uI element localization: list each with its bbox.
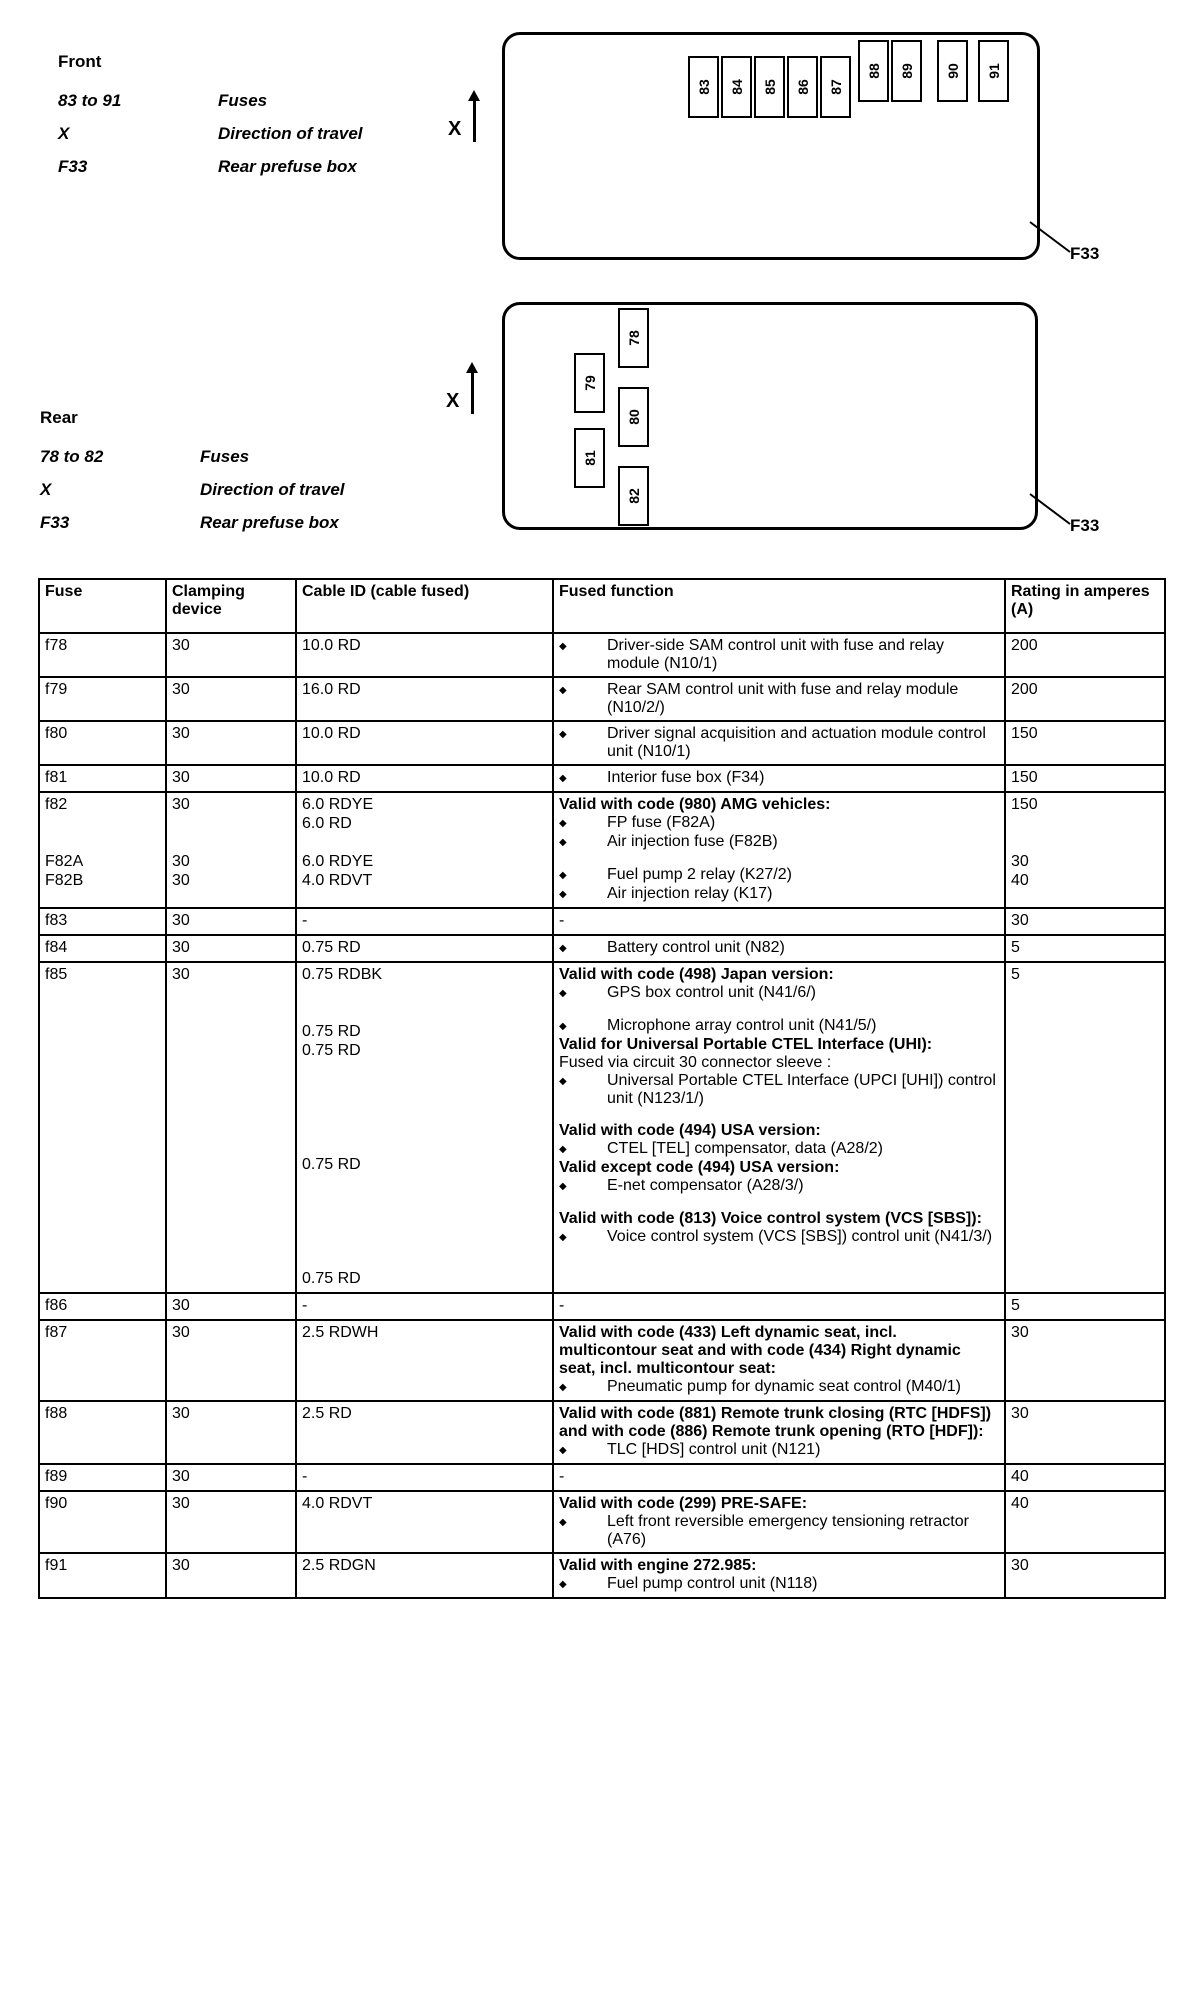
spacer bbox=[559, 852, 999, 866]
cell-cable bbox=[296, 633, 553, 677]
table-row bbox=[39, 1491, 1165, 1553]
fuse-label: 88 bbox=[865, 63, 882, 79]
bullet-text: Battery control unit (N82) bbox=[607, 939, 785, 956]
cell-line: f81 bbox=[45, 769, 68, 786]
cell-rating bbox=[1005, 633, 1165, 677]
legend-key: 83 to 91 bbox=[58, 90, 122, 110]
cell-line: - bbox=[302, 1297, 308, 1314]
cell-line: f84 bbox=[45, 939, 68, 956]
cell-line bbox=[172, 834, 290, 853]
front-legend-heading: Front bbox=[58, 52, 102, 71]
cell-line: 40 bbox=[1011, 872, 1029, 889]
bullet-item bbox=[559, 1177, 999, 1196]
cell-line: 30 bbox=[172, 1405, 190, 1422]
cell-function bbox=[553, 1320, 1005, 1401]
validity-heading: Valid with code (433) Left dynamic seat, incl. multicontour seat and with code (434) Right dynamic seat, incl. multicontour seat: bbox=[559, 1324, 961, 1377]
bullet-item bbox=[559, 1513, 999, 1549]
table-row bbox=[39, 677, 1165, 721]
legend-key: X bbox=[58, 123, 70, 143]
cell-line: f87 bbox=[45, 1324, 68, 1341]
cell-rating bbox=[1005, 1464, 1165, 1491]
table-row bbox=[39, 1293, 1165, 1320]
fuse-label: 84 bbox=[728, 79, 745, 95]
table-row bbox=[39, 1464, 1165, 1491]
cell-rating bbox=[1005, 721, 1165, 765]
legend-value: Fuses bbox=[218, 90, 268, 110]
cell-fuse bbox=[39, 1401, 166, 1464]
fuse-label: 85 bbox=[761, 79, 778, 95]
bullet-item bbox=[559, 1140, 999, 1159]
cell-fuse bbox=[39, 1293, 166, 1320]
cell-line: f86 bbox=[45, 1297, 68, 1314]
table-row bbox=[39, 935, 1165, 962]
cell-fuse bbox=[39, 765, 166, 792]
table-row bbox=[39, 792, 1165, 908]
cell-line: 30 bbox=[172, 939, 190, 956]
table-row bbox=[39, 721, 1165, 765]
cell-clamping bbox=[166, 721, 296, 765]
fuse-label: 80 bbox=[625, 409, 642, 425]
legend-key: F33 bbox=[58, 156, 88, 176]
bullet-icon: ◆ bbox=[559, 1021, 567, 1032]
col-header-function: Fused function bbox=[553, 579, 1005, 633]
cell-function bbox=[553, 721, 1005, 765]
cell-clamping bbox=[166, 1464, 296, 1491]
box-leader-lines bbox=[0, 0, 1200, 600]
cell-function bbox=[553, 633, 1005, 677]
bullet-item bbox=[559, 1072, 999, 1108]
cell-fuse bbox=[39, 962, 166, 1293]
cell-line: 0.75 RDBK bbox=[302, 966, 383, 983]
validity-heading: Valid with code (299) PRE-SAFE: bbox=[559, 1495, 808, 1512]
table-body bbox=[39, 633, 1165, 1598]
function-text: Fused via circuit 30 connector sleeve : bbox=[559, 1054, 832, 1071]
cell-rating bbox=[1005, 1401, 1165, 1464]
cell-function bbox=[553, 1293, 1005, 1320]
function-text: - bbox=[559, 1468, 565, 1485]
cell-line: - bbox=[302, 1468, 308, 1485]
cell-clamping bbox=[166, 1293, 296, 1320]
bullet-icon: ◆ bbox=[559, 1181, 567, 1192]
cell-line: f89 bbox=[45, 1468, 68, 1485]
bullet-item bbox=[559, 814, 999, 833]
cell-line: 30 bbox=[1011, 912, 1029, 929]
bullet-icon: ◆ bbox=[559, 1382, 567, 1393]
cell-line: 0.75 RD bbox=[302, 939, 361, 956]
cell-clamping bbox=[166, 1320, 296, 1401]
cell-cable bbox=[296, 677, 553, 721]
cell-function bbox=[553, 765, 1005, 792]
cell-function bbox=[553, 935, 1005, 962]
cell-fuse bbox=[39, 721, 166, 765]
legend-key: 78 to 82 bbox=[40, 446, 104, 466]
legend-value: Direction of travel bbox=[218, 123, 363, 143]
bullet-item bbox=[559, 1017, 999, 1036]
cell-line: 2.5 RDGN bbox=[302, 1557, 376, 1574]
cell-rating bbox=[1005, 792, 1165, 908]
cell-line bbox=[45, 834, 160, 853]
cell-line: 30 bbox=[1011, 1405, 1029, 1422]
cell-fuse bbox=[39, 1491, 166, 1553]
validity-heading: Valid with code (980) AMG vehicles: bbox=[559, 796, 831, 813]
validity-heading: Valid with code (813) Voice control system (VCS [SBS]): bbox=[559, 1210, 982, 1227]
cell-line bbox=[172, 815, 290, 834]
cell-rating bbox=[1005, 1553, 1165, 1598]
cell-cable bbox=[296, 1401, 553, 1464]
cell-line: 2.5 RDWH bbox=[302, 1324, 379, 1341]
validity-heading: Valid with code (494) USA version: bbox=[559, 1122, 821, 1139]
cell-clamping bbox=[166, 1553, 296, 1598]
cell-function bbox=[553, 1401, 1005, 1464]
bullet-text: Voice control system (VCS [SBS]) control unit (N41/3/) bbox=[607, 1228, 993, 1245]
cell-line: 16.0 RD bbox=[302, 681, 361, 698]
bullet-icon: ◆ bbox=[559, 1445, 567, 1456]
fuse-label: 86 bbox=[794, 79, 811, 95]
cell-cable bbox=[296, 935, 553, 962]
legend-key: X bbox=[40, 479, 52, 499]
cell-line bbox=[1011, 815, 1159, 834]
bullet-item bbox=[559, 769, 999, 788]
cell-line bbox=[45, 815, 160, 834]
cell-line: f80 bbox=[45, 725, 68, 742]
bullet-item bbox=[559, 1378, 999, 1397]
bullet-text: TLC [HDS] control unit (N121) bbox=[607, 1441, 821, 1458]
cell-line: 10.0 RD bbox=[302, 769, 361, 786]
cell-line: f90 bbox=[45, 1495, 68, 1512]
cell-rating bbox=[1005, 1491, 1165, 1553]
cell-line: F82A bbox=[45, 853, 84, 870]
cell-line bbox=[302, 1194, 547, 1213]
cell-line: 6.0 RD bbox=[302, 815, 352, 832]
cell-cable bbox=[296, 1491, 553, 1553]
cell-line: f83 bbox=[45, 912, 68, 929]
cell-line bbox=[302, 834, 547, 853]
cell-line bbox=[302, 985, 547, 1004]
bullet-icon: ◆ bbox=[559, 988, 567, 999]
validity-heading: Valid with code (498) Japan version: bbox=[559, 966, 834, 983]
cell-rating bbox=[1005, 935, 1165, 962]
cell-cable bbox=[296, 792, 553, 908]
fuse-label: 89 bbox=[898, 63, 915, 79]
cell-line: 6.0 RDYE bbox=[302, 853, 374, 870]
bullet-icon: ◆ bbox=[559, 685, 567, 696]
cell-line: 30 bbox=[172, 1324, 190, 1341]
bullet-icon: ◆ bbox=[559, 943, 567, 954]
fuse-label: 91 bbox=[985, 63, 1002, 79]
front-leader-line bbox=[1030, 222, 1070, 252]
col-header-rating: Rating in amperes (A) bbox=[1005, 579, 1165, 633]
cell-clamping bbox=[166, 792, 296, 908]
table-row bbox=[39, 633, 1165, 677]
bullet-text: Air injection fuse (F82B) bbox=[607, 833, 778, 850]
validity-heading: Valid except code (494) USA version: bbox=[559, 1159, 840, 1176]
cell-fuse bbox=[39, 1553, 166, 1598]
cell-line: 30 bbox=[172, 872, 190, 889]
bullet-item bbox=[559, 725, 999, 761]
fuse-label: 81 bbox=[581, 450, 598, 466]
cell-line: 30 bbox=[172, 966, 190, 983]
direction-x-label-front: X bbox=[448, 118, 462, 140]
fuse-table bbox=[38, 578, 1166, 1599]
cell-line: 5 bbox=[1011, 939, 1020, 956]
cell-fuse bbox=[39, 633, 166, 677]
cell-line: 5 bbox=[1011, 966, 1020, 983]
cell-clamping bbox=[166, 1491, 296, 1553]
cell-line: f79 bbox=[45, 681, 68, 698]
bullet-icon: ◆ bbox=[559, 1076, 567, 1087]
cell-line bbox=[302, 1213, 547, 1232]
table-row bbox=[39, 1401, 1165, 1464]
cell-fuse bbox=[39, 908, 166, 935]
cell-line: 30 bbox=[172, 1495, 190, 1512]
cell-clamping bbox=[166, 765, 296, 792]
validity-heading: Valid with code (881) Remote trunk closing (RTC [HDFS]) and with code (886) Remote trunk opening (RTO [HDF]): bbox=[559, 1405, 992, 1440]
bullet-icon: ◆ bbox=[559, 1144, 567, 1155]
bullet-text: Air injection relay (K17) bbox=[607, 885, 773, 902]
cell-line: f88 bbox=[45, 1405, 68, 1422]
table-row bbox=[39, 1553, 1165, 1598]
cell-line: 30 bbox=[172, 912, 190, 929]
cell-rating bbox=[1005, 908, 1165, 935]
cell-line: 4.0 RDVT bbox=[302, 1495, 373, 1512]
cell-line: - bbox=[302, 912, 308, 929]
cell-cable bbox=[296, 765, 553, 792]
bullet-icon: ◆ bbox=[559, 818, 567, 829]
cell-function bbox=[553, 1491, 1005, 1553]
bullet-item bbox=[559, 939, 999, 958]
table-row bbox=[39, 908, 1165, 935]
legend-value: Rear prefuse box bbox=[218, 156, 357, 176]
cell-clamping bbox=[166, 962, 296, 1293]
bullet-text: Fuel pump control unit (N118) bbox=[607, 1575, 818, 1592]
bullet-icon: ◆ bbox=[559, 889, 567, 900]
legend-value: Direction of travel bbox=[200, 479, 345, 499]
cell-line: 10.0 RD bbox=[302, 725, 361, 742]
cell-line bbox=[302, 1137, 547, 1156]
table-header-row bbox=[39, 579, 1165, 633]
cell-line: 2.5 RD bbox=[302, 1405, 352, 1422]
spacer bbox=[559, 1003, 999, 1017]
cell-line: f78 bbox=[45, 637, 68, 654]
cell-line: 30 bbox=[1011, 853, 1029, 870]
cell-cable bbox=[296, 1320, 553, 1401]
bullet-text: Microphone array control unit (N41/5/) bbox=[607, 1017, 877, 1034]
rear-box-label: F33 bbox=[1070, 516, 1100, 535]
table-row bbox=[39, 765, 1165, 792]
validity-heading: Valid for Universal Portable CTEL Interface (UHI): bbox=[559, 1036, 933, 1053]
cell-line: 200 bbox=[1011, 681, 1038, 698]
bullet-text: Left front reversible emergency tensioning retractor (A76) bbox=[607, 1513, 969, 1548]
bullet-item bbox=[559, 885, 999, 904]
cell-line bbox=[302, 1099, 547, 1118]
fuse-label: 90 bbox=[944, 63, 961, 79]
bullet-item bbox=[559, 833, 999, 852]
fuse-label: 78 bbox=[625, 330, 642, 346]
bullet-icon: ◆ bbox=[559, 837, 567, 848]
bullet-item bbox=[559, 984, 999, 1003]
bullet-icon: ◆ bbox=[559, 870, 567, 881]
cell-line: 30 bbox=[172, 1468, 190, 1485]
cell-cable bbox=[296, 962, 553, 1293]
bullet-icon: ◆ bbox=[559, 1517, 567, 1528]
cell-line: 0.75 RD bbox=[302, 1156, 361, 1173]
bullet-icon: ◆ bbox=[559, 729, 567, 740]
cell-line bbox=[302, 1118, 547, 1137]
cell-clamping bbox=[166, 677, 296, 721]
cell-rating bbox=[1005, 962, 1165, 1293]
spacer bbox=[559, 1196, 999, 1210]
bullet-item bbox=[559, 681, 999, 717]
cell-function bbox=[553, 792, 1005, 908]
cell-rating bbox=[1005, 765, 1165, 792]
cell-cable bbox=[296, 1293, 553, 1320]
cell-fuse bbox=[39, 1464, 166, 1491]
cell-cable bbox=[296, 908, 553, 935]
cell-line: 0.75 RD bbox=[302, 1042, 361, 1059]
bullet-text: Pneumatic pump for dynamic seat control (M40/1) bbox=[607, 1378, 961, 1395]
cell-line: 30 bbox=[172, 796, 190, 813]
function-text: - bbox=[559, 912, 565, 929]
cell-function bbox=[553, 1553, 1005, 1598]
cell-line: 30 bbox=[172, 853, 190, 870]
table-row bbox=[39, 1320, 1165, 1401]
table-row bbox=[39, 962, 1165, 1293]
cell-line bbox=[302, 1232, 547, 1251]
cell-fuse bbox=[39, 792, 166, 908]
col-header-clamping: Clamping device bbox=[166, 579, 296, 633]
cell-line bbox=[302, 1080, 547, 1099]
bullet-icon: ◆ bbox=[559, 773, 567, 784]
bullet-icon: ◆ bbox=[559, 1232, 567, 1243]
function-text: - bbox=[559, 1297, 565, 1314]
cell-cable bbox=[296, 721, 553, 765]
cell-line: 30 bbox=[172, 1297, 190, 1314]
bullet-text: CTEL [TEL] compensator, data (A28/2) bbox=[607, 1140, 883, 1157]
cell-line: 40 bbox=[1011, 1495, 1029, 1512]
bullet-item bbox=[559, 1228, 999, 1247]
bullet-text: Fuel pump 2 relay (K27/2) bbox=[607, 866, 792, 883]
front-box-label: F33 bbox=[1070, 244, 1100, 263]
cell-clamping bbox=[166, 908, 296, 935]
cell-clamping bbox=[166, 633, 296, 677]
cell-line: 5 bbox=[1011, 1297, 1020, 1314]
cell-line: f82 bbox=[45, 796, 68, 813]
bullet-text: Universal Portable CTEL Interface (UPCI [UHI]) control unit (N123/1/) bbox=[607, 1072, 996, 1107]
cell-line: 150 bbox=[1011, 725, 1038, 742]
cell-function bbox=[553, 677, 1005, 721]
cell-line: 10.0 RD bbox=[302, 637, 361, 654]
cell-line bbox=[1011, 834, 1159, 853]
cell-clamping bbox=[166, 935, 296, 962]
fuse-label: 79 bbox=[581, 375, 598, 391]
bullet-item bbox=[559, 1575, 999, 1594]
cell-line: 30 bbox=[172, 681, 190, 698]
bullet-text: Driver-side SAM control unit with fuse and relay module (N10/1) bbox=[607, 637, 945, 672]
legend-key: F33 bbox=[40, 512, 70, 532]
fuse-label: 82 bbox=[625, 488, 642, 504]
cell-rating bbox=[1005, 1293, 1165, 1320]
cell-line: 30 bbox=[172, 769, 190, 786]
bullet-icon: ◆ bbox=[559, 1579, 567, 1590]
rear-legend-heading: Rear bbox=[40, 408, 78, 427]
cell-cable bbox=[296, 1464, 553, 1491]
validity-heading: Valid with engine 272.985: bbox=[559, 1557, 757, 1574]
cell-fuse bbox=[39, 935, 166, 962]
cell-line: 150 bbox=[1011, 796, 1038, 813]
cell-function bbox=[553, 908, 1005, 935]
cell-function bbox=[553, 1464, 1005, 1491]
cell-line: 30 bbox=[172, 725, 190, 742]
cell-line: 30 bbox=[1011, 1324, 1029, 1341]
spacer bbox=[559, 1108, 999, 1122]
cell-line: F82B bbox=[45, 872, 84, 889]
bullet-text: FP fuse (F82A) bbox=[607, 814, 716, 831]
cell-line: f85 bbox=[45, 966, 68, 983]
cell-line: 30 bbox=[172, 637, 190, 654]
fuse-label: 87 bbox=[827, 79, 844, 95]
cell-line bbox=[302, 1061, 547, 1080]
cell-clamping bbox=[166, 1401, 296, 1464]
cell-line: 4.0 RDVT bbox=[302, 872, 373, 889]
cell-rating bbox=[1005, 677, 1165, 721]
fuse-label: 83 bbox=[695, 79, 712, 95]
legend-value: Rear prefuse box bbox=[200, 512, 339, 532]
bullet-icon: ◆ bbox=[559, 641, 567, 652]
bullet-item bbox=[559, 637, 999, 673]
cell-line: 6.0 RDYE bbox=[302, 796, 374, 813]
direction-x-label-rear: X bbox=[446, 390, 460, 412]
col-header-cable: Cable ID (cable fused) bbox=[296, 579, 553, 633]
cell-line: 40 bbox=[1011, 1468, 1029, 1485]
bullet-item bbox=[559, 1441, 999, 1460]
cell-line bbox=[302, 1251, 547, 1270]
bullet-text: Driver signal acquisition and actuation module control unit (N10/1) bbox=[607, 725, 986, 760]
cell-line: 0.75 RD bbox=[302, 1270, 361, 1287]
cell-rating bbox=[1005, 1320, 1165, 1401]
cell-fuse bbox=[39, 677, 166, 721]
cell-function bbox=[553, 962, 1005, 1293]
cell-line bbox=[302, 1175, 547, 1194]
cell-line bbox=[302, 1004, 547, 1023]
cell-line: 30 bbox=[1011, 1557, 1029, 1574]
cell-line: 150 bbox=[1011, 769, 1038, 786]
bullet-text: E-net compensator (A28/3/) bbox=[607, 1177, 804, 1194]
col-header-fuse: Fuse bbox=[39, 579, 166, 633]
legend-value: Fuses bbox=[200, 446, 250, 466]
cell-line: 0.75 RD bbox=[302, 1023, 361, 1040]
bullet-text: GPS box control unit (N41/6/) bbox=[607, 984, 816, 1001]
cell-line: f91 bbox=[45, 1557, 68, 1574]
bullet-text: Rear SAM control unit with fuse and relay module (N10/2/) bbox=[607, 681, 959, 716]
cell-line: 200 bbox=[1011, 637, 1038, 654]
cell-cable bbox=[296, 1553, 553, 1598]
rear-leader-line bbox=[1030, 494, 1070, 524]
cell-fuse bbox=[39, 1320, 166, 1401]
cell-line: 30 bbox=[172, 1557, 190, 1574]
bullet-item bbox=[559, 866, 999, 885]
bullet-text: Interior fuse box (F34) bbox=[607, 769, 765, 786]
